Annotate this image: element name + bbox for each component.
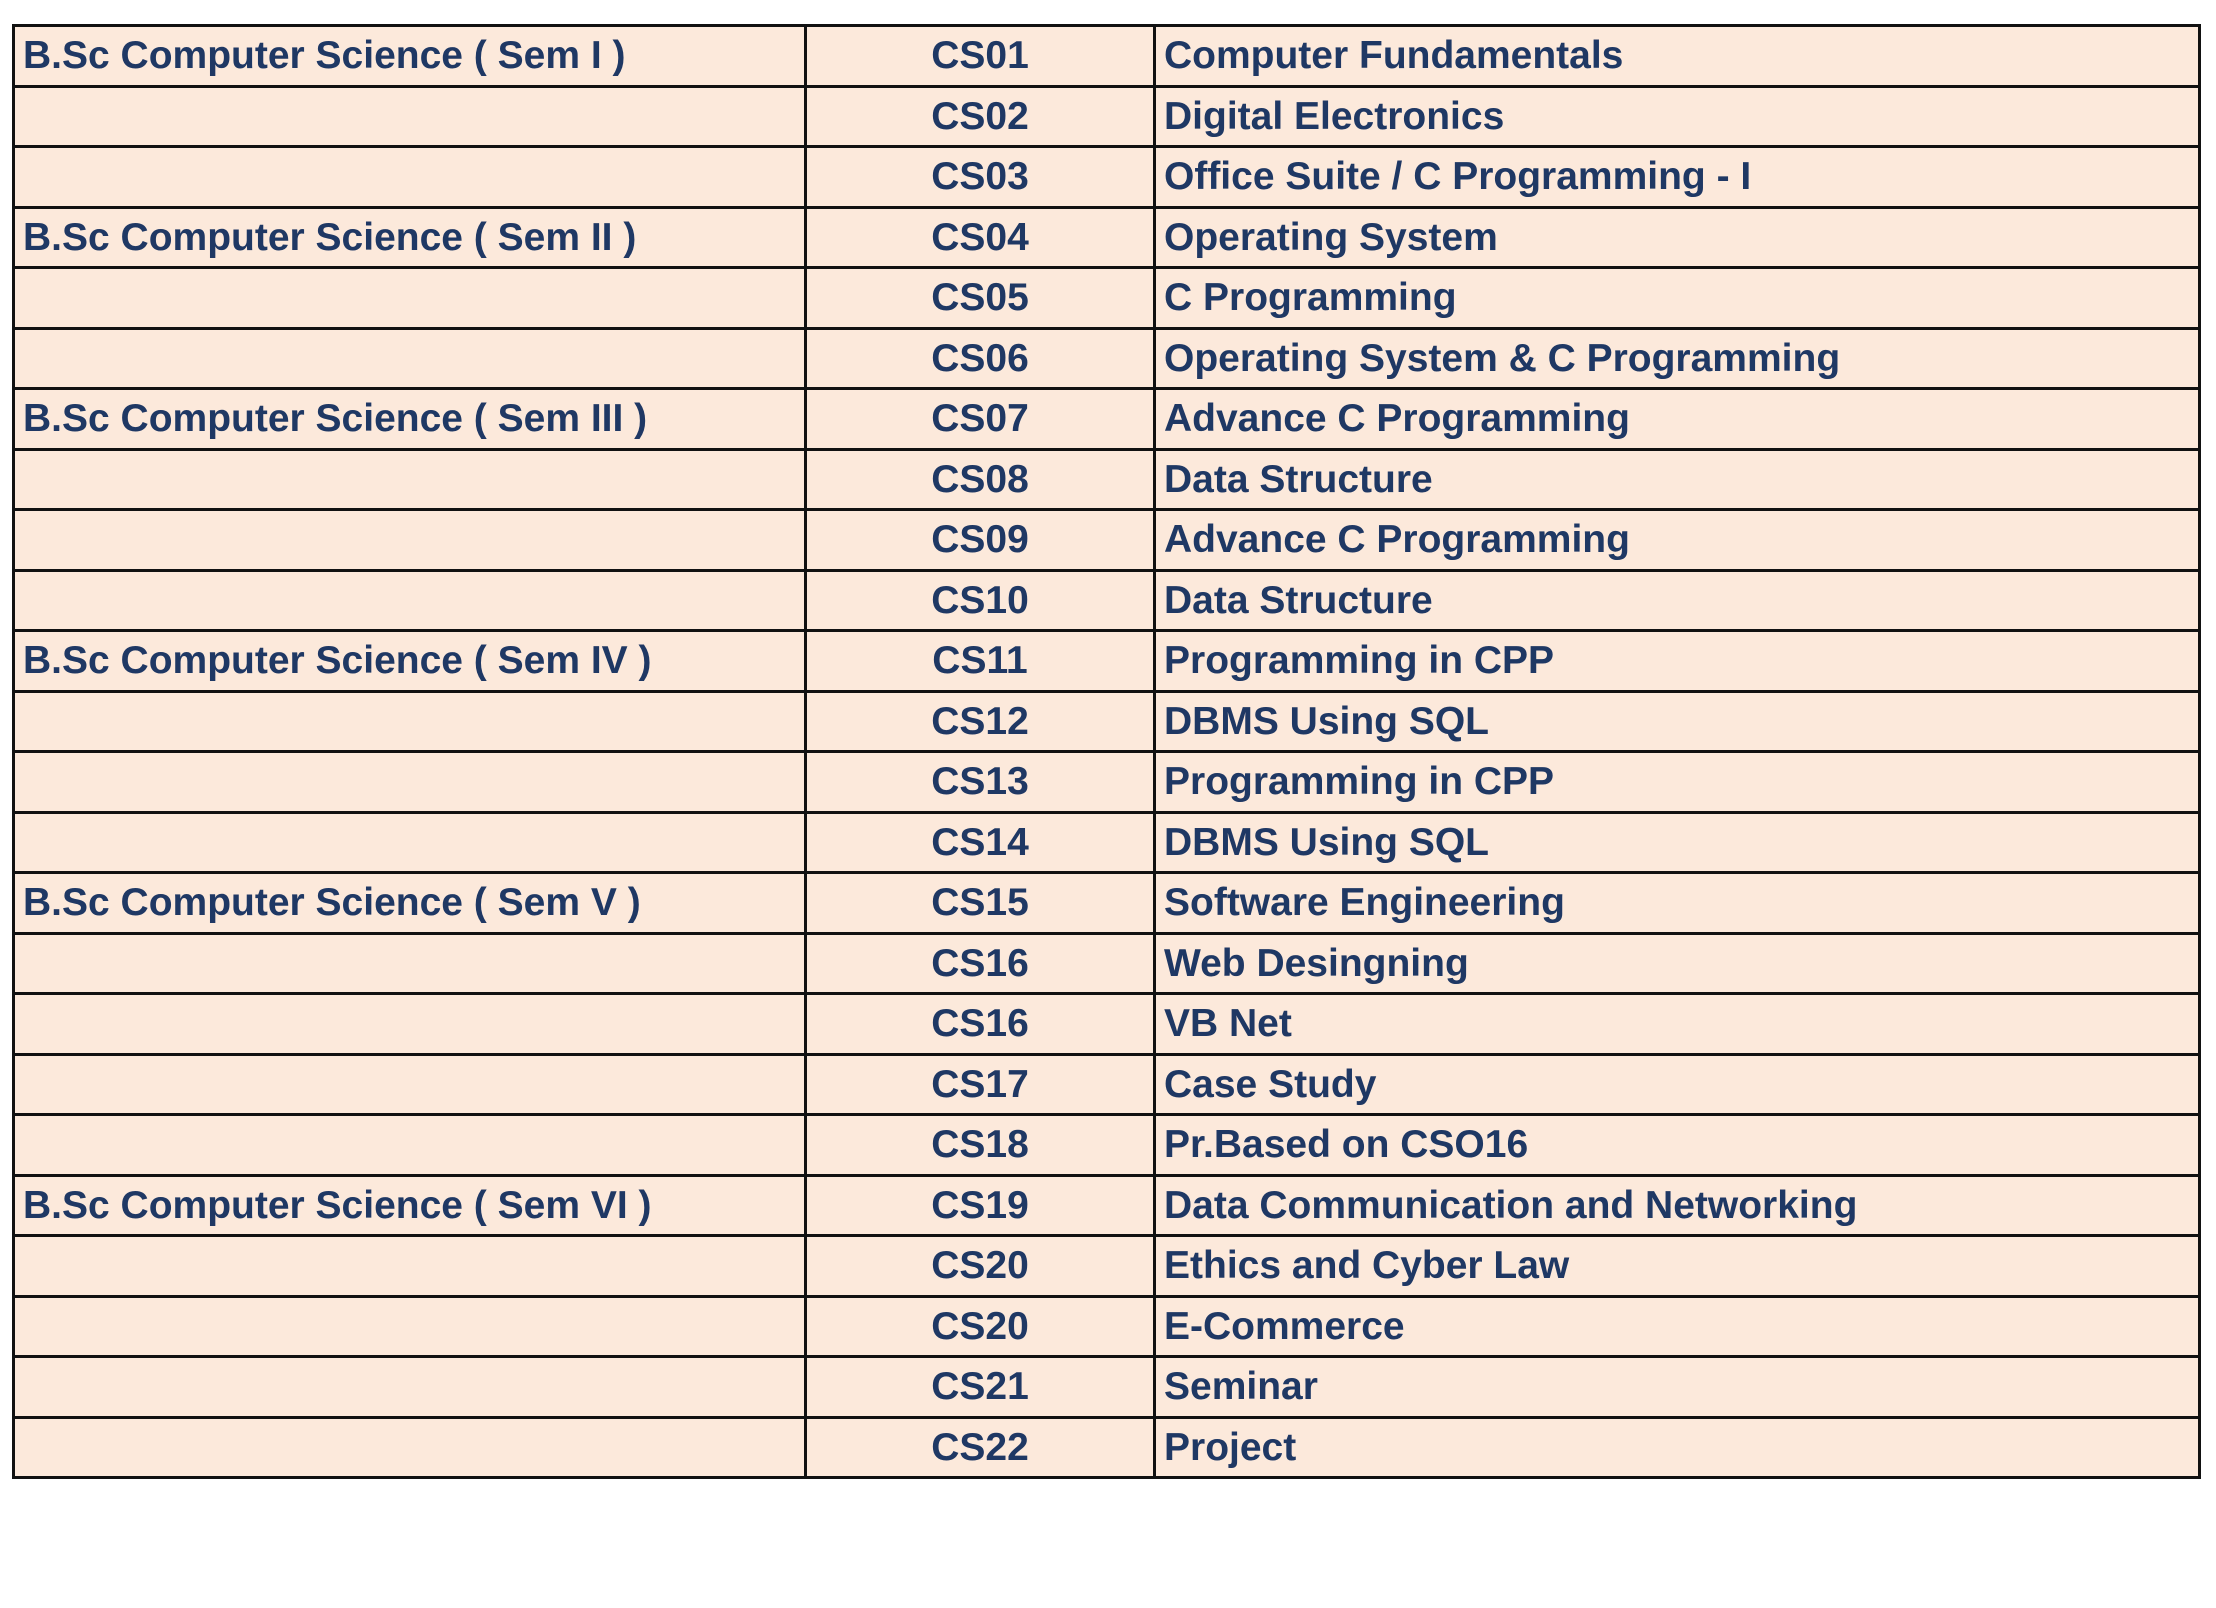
subject-cell[interactable]: C Programming — [1155, 268, 2200, 329]
code-cell[interactable]: CS20 — [806, 1236, 1155, 1297]
code-cell[interactable]: CS07 — [806, 389, 1155, 450]
table-row — [14, 1175, 2200, 1236]
subject-cell[interactable]: Case Study — [1155, 1054, 2200, 1115]
course-cell[interactable] — [14, 1115, 806, 1176]
course-cell[interactable]: B.Sc Computer Science ( Sem II ) — [14, 207, 806, 268]
subject-cell[interactable]: Advance C Programming — [1155, 389, 2200, 450]
subject-cell[interactable]: Computer Fundamentals — [1155, 26, 2200, 87]
subject-cell[interactable]: Ethics and Cyber Law — [1155, 1236, 2200, 1297]
code-cell[interactable]: CS01 — [806, 26, 1155, 87]
course-cell[interactable] — [14, 328, 806, 389]
subject-cell[interactable]: Data Communication and Networking — [1155, 1175, 2200, 1236]
subject-cell[interactable]: Software Engineering — [1155, 873, 2200, 934]
table-row — [14, 510, 2200, 571]
code-cell[interactable]: CS22 — [806, 1417, 1155, 1478]
subject-cell[interactable]: Data Structure — [1155, 449, 2200, 510]
code-cell[interactable]: CS15 — [806, 873, 1155, 934]
subject-cell[interactable]: Project — [1155, 1417, 2200, 1478]
code-cell[interactable]: CS14 — [806, 812, 1155, 873]
subject-cell[interactable]: DBMS Using SQL — [1155, 812, 2200, 873]
course-cell[interactable] — [14, 752, 806, 813]
course-cell[interactable] — [14, 1357, 806, 1418]
subject-cell[interactable]: Pr.Based on CSO16 — [1155, 1115, 2200, 1176]
course-cell[interactable] — [14, 570, 806, 631]
table-row — [14, 1236, 2200, 1297]
table-row — [14, 1417, 2200, 1478]
subject-cell[interactable]: Web Desingning — [1155, 933, 2200, 994]
code-cell[interactable]: CS17 — [806, 1054, 1155, 1115]
table-row — [14, 1115, 2200, 1176]
course-cell[interactable] — [14, 449, 806, 510]
code-cell[interactable]: CS21 — [806, 1357, 1155, 1418]
code-cell[interactable]: CS08 — [806, 449, 1155, 510]
code-cell[interactable]: CS12 — [806, 691, 1155, 752]
subject-cell[interactable]: Data Structure — [1155, 570, 2200, 631]
table-row — [14, 873, 2200, 934]
subject-cell[interactable]: Office Suite / C Programming - I — [1155, 147, 2200, 208]
course-cell[interactable] — [14, 1296, 806, 1357]
course-cell[interactable] — [14, 1417, 806, 1478]
code-cell[interactable]: CS09 — [806, 510, 1155, 571]
subject-cell[interactable]: Operating System — [1155, 207, 2200, 268]
course-cell[interactable] — [14, 1054, 806, 1115]
course-cell[interactable] — [14, 812, 806, 873]
code-cell[interactable]: CS05 — [806, 268, 1155, 329]
subject-cell[interactable]: VB Net — [1155, 994, 2200, 1055]
code-cell[interactable]: CS03 — [806, 147, 1155, 208]
code-cell[interactable]: CS13 — [806, 752, 1155, 813]
code-cell[interactable]: CS06 — [806, 328, 1155, 389]
table-row — [14, 1054, 2200, 1115]
code-cell[interactable]: CS19 — [806, 1175, 1155, 1236]
code-cell[interactable]: CS10 — [806, 570, 1155, 631]
table-row — [14, 328, 2200, 389]
table-row — [14, 933, 2200, 994]
course-cell[interactable] — [14, 1236, 806, 1297]
subject-cell[interactable]: Programming in CPP — [1155, 752, 2200, 813]
code-cell[interactable]: CS11 — [806, 631, 1155, 692]
code-cell[interactable]: CS18 — [806, 1115, 1155, 1176]
course-cell[interactable]: B.Sc Computer Science ( Sem IV ) — [14, 631, 806, 692]
table-row — [14, 570, 2200, 631]
course-cell[interactable] — [14, 994, 806, 1055]
subject-cell[interactable]: Operating System & C Programming — [1155, 328, 2200, 389]
code-cell[interactable]: CS02 — [806, 86, 1155, 147]
course-cell[interactable] — [14, 933, 806, 994]
table-row — [14, 86, 2200, 147]
course-cell[interactable]: B.Sc Computer Science ( Sem V ) — [14, 873, 806, 934]
course-cell[interactable]: B.Sc Computer Science ( Sem VI ) — [14, 1175, 806, 1236]
table-row — [14, 1357, 2200, 1418]
table-row — [14, 631, 2200, 692]
course-table — [12, 24, 2201, 1479]
course-cell[interactable] — [14, 691, 806, 752]
table-row — [14, 268, 2200, 329]
table-row — [14, 449, 2200, 510]
code-cell[interactable]: CS04 — [806, 207, 1155, 268]
course-cell[interactable] — [14, 86, 806, 147]
course-cell[interactable] — [14, 510, 806, 571]
subject-cell[interactable]: Digital Electronics — [1155, 86, 2200, 147]
course-cell[interactable]: B.Sc Computer Science ( Sem III ) — [14, 389, 806, 450]
code-cell[interactable]: CS20 — [806, 1296, 1155, 1357]
course-cell[interactable] — [14, 268, 806, 329]
code-cell[interactable]: CS16 — [806, 933, 1155, 994]
course-table-body — [14, 26, 2200, 1478]
subject-cell[interactable]: Programming in CPP — [1155, 631, 2200, 692]
course-cell[interactable] — [14, 147, 806, 208]
table-row — [14, 1296, 2200, 1357]
course-cell[interactable]: B.Sc Computer Science ( Sem I ) — [14, 26, 806, 87]
subject-cell[interactable]: DBMS Using SQL — [1155, 691, 2200, 752]
table-row — [14, 994, 2200, 1055]
table-row — [14, 389, 2200, 450]
subject-cell[interactable]: Advance C Programming — [1155, 510, 2200, 571]
table-row — [14, 147, 2200, 208]
table-row — [14, 812, 2200, 873]
code-cell[interactable]: CS16 — [806, 994, 1155, 1055]
table-row — [14, 26, 2200, 87]
table-row — [14, 207, 2200, 268]
subject-cell[interactable]: Seminar — [1155, 1357, 2200, 1418]
table-row — [14, 691, 2200, 752]
table-row — [14, 752, 2200, 813]
subject-cell[interactable]: E-Commerce — [1155, 1296, 2200, 1357]
